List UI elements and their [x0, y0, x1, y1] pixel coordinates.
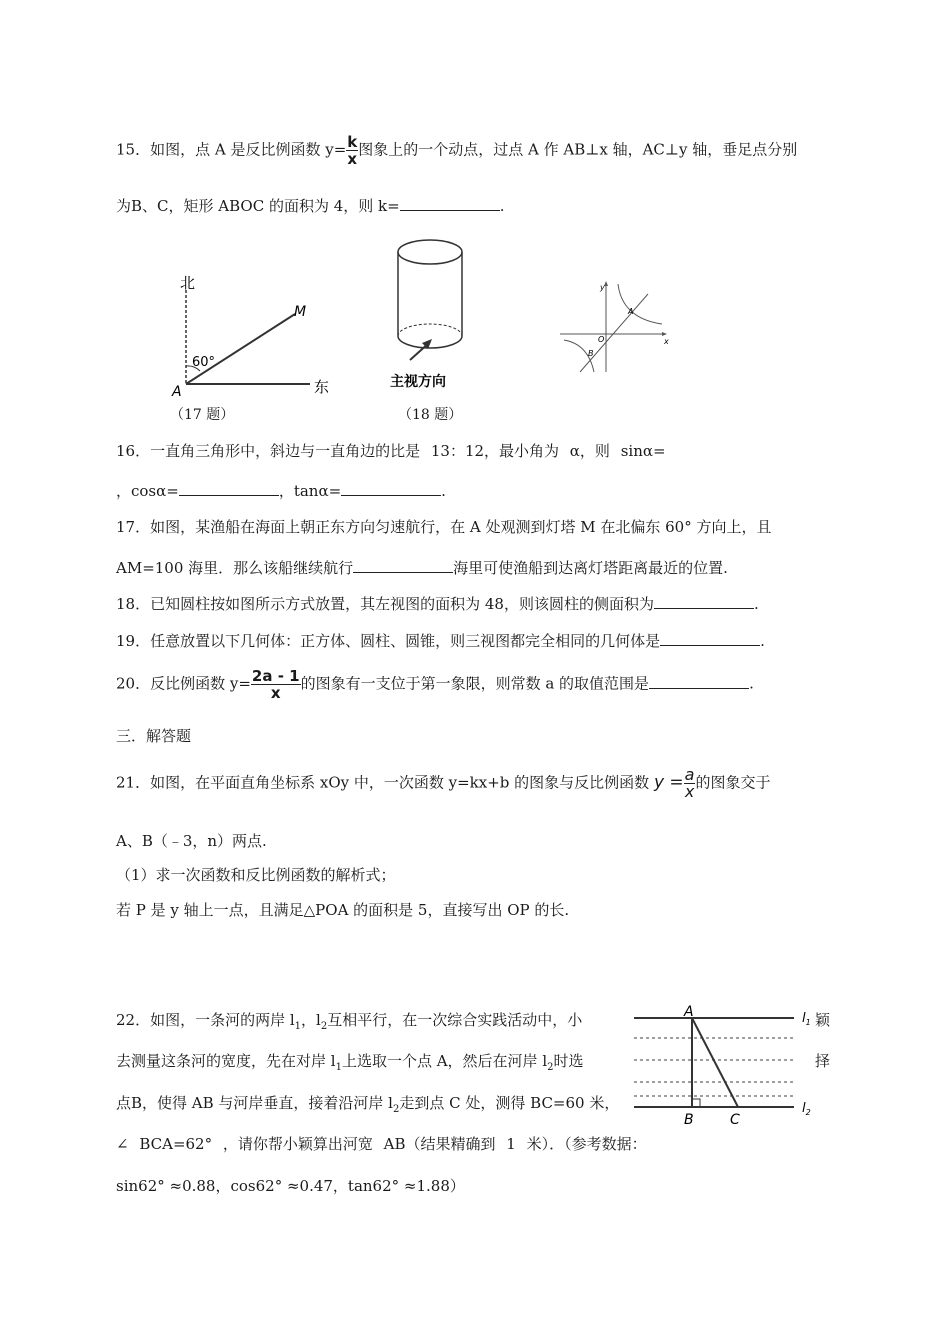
- fig18-direction-label: 主视方向: [390, 374, 446, 390]
- q22-label-l2-main: l: [802, 1101, 806, 1116]
- graph-y-label: y: [600, 283, 605, 292]
- q21-line2: A、B（﹣3，n）两点.: [116, 832, 267, 850]
- q15-text-post: 图象上的一个动点，过点 A 作 AB⊥x 轴，AC⊥y 轴，垂足点分别: [358, 140, 798, 159]
- q19-line: [116, 631, 765, 651]
- q21-line1: [116, 767, 770, 800]
- q22-label-l2: [802, 1101, 811, 1117]
- q15-line1: [116, 134, 797, 167]
- graph-hyperbola-q1: [618, 284, 662, 324]
- q22-label-l1: [802, 1011, 811, 1027]
- q20-frac-den: x: [270, 684, 281, 702]
- graph-x-label: x: [664, 337, 669, 346]
- fig17-diagram: [160, 266, 350, 401]
- q16-end: .: [441, 482, 446, 500]
- q22-line2-sub2: 2: [547, 1062, 554, 1073]
- q22-line2-a: 去测量这条河的宽度，先在对岸 l: [116, 1052, 336, 1070]
- q18-line: [116, 594, 759, 614]
- q22-line1-c: 互相平行，在一次综合实践活动中，小: [327, 1011, 583, 1029]
- section-heading: 三．解答题: [116, 727, 192, 745]
- q22-line4: ∠ BCA=62° ，请你帮小颖算出河宽 AB（结果精确到 1 米）．（参考数据：: [116, 1135, 647, 1153]
- q22-sub-l1: 1: [294, 1021, 302, 1032]
- q18-pre: 18．已知圆柱按如图所示方式放置，其左视图的面积为 48，则该圆柱的侧面积为: [116, 595, 654, 613]
- q16-tan-blank[interactable]: [341, 481, 441, 496]
- q15-end: .: [499, 197, 505, 215]
- q15-fraction: [346, 134, 358, 167]
- q22-line2-sub1: 1: [335, 1062, 342, 1073]
- q22-line2-end: 择: [815, 1052, 831, 1070]
- graph-x-arrow: [662, 332, 667, 336]
- q19-end: .: [760, 632, 765, 650]
- q20-frac-num: 2a - 1: [251, 667, 300, 685]
- fig17-north-label: 北: [180, 274, 196, 292]
- q22-line1: [116, 1010, 582, 1037]
- q17-line1: 17．如图，某渔船在海面上朝正东方向匀速航行，在 A 处观测到灯塔 M 在北偏东 60° 方向上，且: [116, 518, 772, 536]
- fig17-east-label: 东: [314, 378, 330, 396]
- q16-line2: [116, 481, 446, 501]
- fig18-top-ellipse: [398, 240, 462, 264]
- q21-sub2: 若 P 是 y 轴上一点，且满足△POA 的面积是 5，直接写出 OP 的长.: [116, 901, 570, 919]
- q21-fraction: [684, 767, 696, 800]
- q20-end: .: [749, 674, 754, 693]
- q20-post: 的图象有一支位于第一象限，则常数 a 的取值范围是: [300, 674, 650, 693]
- q15-line2: [116, 196, 504, 216]
- q20-answer-blank[interactable]: [649, 674, 749, 689]
- q22-segment-ac: [692, 1018, 738, 1107]
- q15-frac-num: k: [347, 133, 358, 151]
- fig-graph: [556, 276, 676, 376]
- fig17-angle-label: 60°: [192, 355, 216, 370]
- q22-sub-l2: 2: [320, 1021, 328, 1032]
- q22-label-l1-sub: 1: [805, 1018, 811, 1027]
- q16-cos-label: ，cosα=: [116, 482, 179, 500]
- q17-pre: AM=100 海里．那么该船继续航行: [116, 559, 354, 577]
- q22-line3-sub2: 2: [392, 1104, 400, 1115]
- q22-line1-end: 颖: [815, 1011, 831, 1029]
- fig18-caption: （18 题）: [398, 407, 463, 423]
- q22-label-l2-sub: 2: [805, 1108, 811, 1117]
- q19-pre: 19．任意放置以下几何体：正方体、圆柱、圆锥，则三视图都完全相同的几何体是: [116, 632, 661, 650]
- q16-tan-label: ，tanα=: [278, 482, 342, 500]
- graph-a-label: A: [628, 307, 634, 316]
- q21-y-eq: y =: [653, 772, 684, 793]
- q15-frac-den: x: [347, 150, 358, 168]
- q17-answer-blank[interactable]: [353, 558, 453, 573]
- q21-pre: 21．如图，在平面直角坐标系 xOy 中，一次函数 y=kx+b 的图象与反比例函数: [116, 773, 650, 792]
- q15-answer-blank[interactable]: [400, 196, 500, 211]
- fig18-cylinder: [388, 234, 478, 394]
- q22-line3-b: 走到点 C 处，测得 BC=60 米，: [399, 1094, 620, 1112]
- fig17-caption: （17 题）: [170, 407, 235, 423]
- q22-label-c: C: [730, 1112, 740, 1126]
- q22-label-l1-main: l: [802, 1011, 806, 1026]
- q21-frac-num: a: [684, 765, 695, 784]
- graph-b-label: B: [588, 349, 594, 358]
- q21-frac-den: x: [684, 782, 695, 801]
- q21-post: 的图象交于: [695, 773, 771, 792]
- fig17-m-label: M: [294, 304, 307, 320]
- q22-line3: [116, 1093, 619, 1120]
- graph-o-label: O: [598, 335, 605, 344]
- fig17-a-label: A: [172, 384, 182, 400]
- fig17-am-line: [186, 314, 295, 384]
- q22-label-a: A: [684, 1004, 694, 1020]
- q22-river-diagram: [634, 1002, 820, 1126]
- q22-line5: sin62° ≈0.88，cos62° ≈0.47，tan62° ≈1.88）: [116, 1177, 465, 1195]
- fig18-bottom-back: [398, 324, 462, 336]
- q22-line3-a: 点B，使得 AB 与河岸垂直，接着沿河岸 l: [116, 1094, 393, 1112]
- q20-pre: 20．反比例函数 y=: [116, 674, 251, 693]
- q15-line2-text: 为B、C，矩形 ABOC 的面积为 4，则 k=: [116, 197, 400, 215]
- q22-line2: [116, 1051, 584, 1078]
- q22-line2-b: 上选取一个点 A，然后在河岸 l: [341, 1052, 548, 1070]
- q17-post: 海里可使渔船到达离灯塔距离最近的位置.: [453, 559, 728, 577]
- q17-line2: [116, 558, 728, 578]
- q15-text-pre: 15．如图，点 A 是反比例函数 y=: [116, 140, 347, 159]
- q22-line1-b: ，l: [301, 1011, 321, 1029]
- q22-right-angle-mark: [692, 1099, 700, 1107]
- q22-label-b: B: [684, 1112, 694, 1126]
- q20-line: [116, 668, 754, 701]
- q16-line1: 16．一直角三角形中，斜边与一直角边的比是 13：12，最小角为 α，则 sinα=: [116, 442, 666, 460]
- q22-line1-a: 22．如图，一条河的两岸 l: [116, 1011, 295, 1029]
- q22-line2-c: 时选: [553, 1052, 584, 1070]
- q18-answer-blank[interactable]: [654, 594, 754, 609]
- q21-sub1: （1）求一次函数和反比例函数的解析式；: [116, 866, 396, 884]
- q16-cos-blank[interactable]: [179, 481, 279, 496]
- q19-answer-blank[interactable]: [660, 631, 760, 646]
- q20-fraction: [251, 668, 301, 701]
- q18-end: .: [753, 595, 759, 613]
- graph-line: [580, 294, 648, 372]
